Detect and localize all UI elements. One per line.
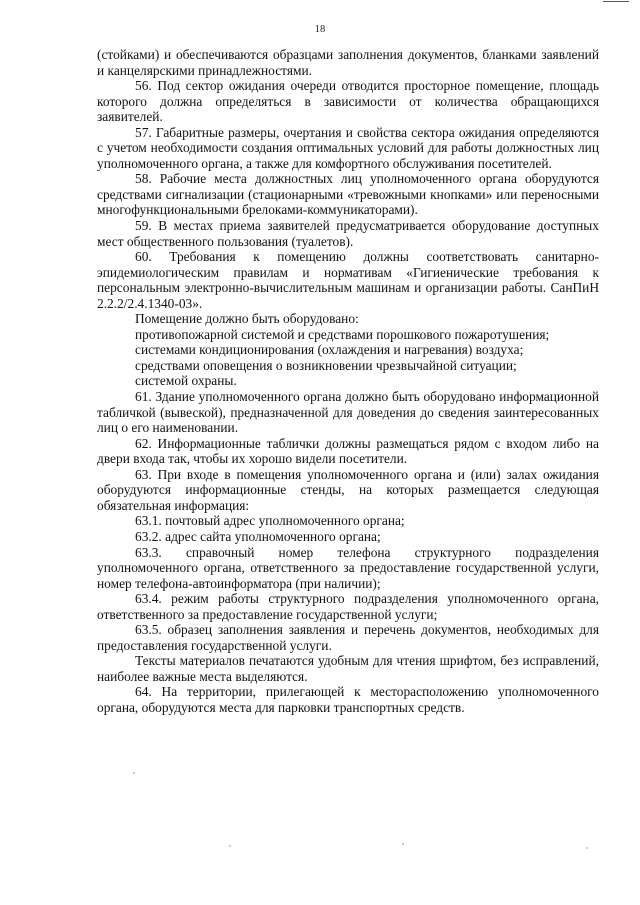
paragraph-61: 61. Здание уполномоченного органа должно быть оборудовано информационной табличкой (вывеской), предназначенной для доведения до сведения заинтересованных лиц о его наименовании.	[97, 389, 599, 436]
paragraph-57: 57. Габаритные размеры, очертания и свойства сектора ожидания определяются с учетом необходимости создания оптимальных условий для работы должностных лиц уполномоченного органа, а также для комфортного обслуживания посетителей.	[97, 124, 599, 171]
scan-speck	[229, 845, 231, 847]
scan-mark	[603, 1, 629, 2]
list-item-alert: средствами оповещения о возникновении чрезвычайной ситуации;	[135, 357, 517, 373]
page-number: 18	[314, 24, 326, 35]
scan-speck	[402, 843, 404, 845]
paragraph-58: 58. Рабочие места должностных лиц уполномоченного органа оборудуются средствами сигнализации (стационарными «тревожными кнопками» или переносными многофункциональными брелоками-коммуникаторами).	[97, 171, 599, 218]
paragraph-63-5: 63.5. образец заполнения заявления и перечень документов, необходимых для предоставления государственной услуги.	[97, 622, 599, 653]
paragraph-59: 59. В местах приема заявителей предусматривается оборудование доступных мест общественного пользования (туалетов).	[97, 218, 599, 249]
list-item-climate: системами кондиционирования (охлаждения и нагревания) воздуха;	[135, 342, 524, 358]
paragraph-63-1: 63.1. почтовый адрес уполномоченного органа;	[135, 513, 405, 529]
paragraph-63-text: Тексты материалов печатаются удобным для чтения шрифтом, без исправлений, наиболее важные места выделяются.	[97, 653, 599, 684]
paragraph-63-4: 63.4. режим работы структурного подразделения уполномоченного органа, ответственного за предоставление государственной услуги;	[97, 591, 599, 622]
paragraph-60-intro: Помещение должно быть оборудовано:	[135, 311, 359, 327]
paragraph-64: 64. На территории, прилегающей к месторасположению уполномоченного органа, оборудуются места для парковки транспортных средств.	[97, 684, 599, 715]
paragraph-63-3: 63.3. справочный номер телефона структурного подразделения уполномоченного органа, ответственного за предоставление государственной услуги, номер телефона-автоинформатора (при наличии);	[97, 544, 599, 591]
paragraph-56: 56. Под сектор ожидания очереди отводится просторное помещение, площадь которого должна определяться в зависимости от количества обращающихся заявителей.	[97, 78, 599, 125]
paragraph-62: 62. Информационные таблички должны размещаться рядом с входом либо на двери входа так, чтобы их хорошо видели посетители.	[97, 435, 599, 467]
scan-speck	[133, 772, 135, 774]
list-item-security: системой охраны.	[135, 373, 237, 389]
paragraph-60: 60. Требования к помещению должны соответствовать санитарно-эпидемиологическим правилам и нормативам «Гигиенические требования к персональным электронно-вычислительным машинам и организации работы. СанПиН 2.2.2/2.4.1340-03».	[97, 249, 599, 311]
list-item-fire: противопожарной системой и средствами порошкового пожаротушения;	[135, 326, 550, 342]
paragraph-63: 63. При входе в помещения уполномоченного органа и (или) залах ожидания оборудуются информационные стенды, на которых размещается следующая обязательная информация:	[97, 466, 599, 513]
document-body	[97, 47, 599, 716]
paragraph-continuation: (стойками) и обеспечиваются образцами заполнения документов, бланками заявлений и канцелярскими принадлежностями.	[97, 47, 599, 78]
scan-speck	[586, 847, 588, 849]
paragraph-63-2: 63.2. адрес сайта уполномоченного органа;	[135, 528, 381, 544]
